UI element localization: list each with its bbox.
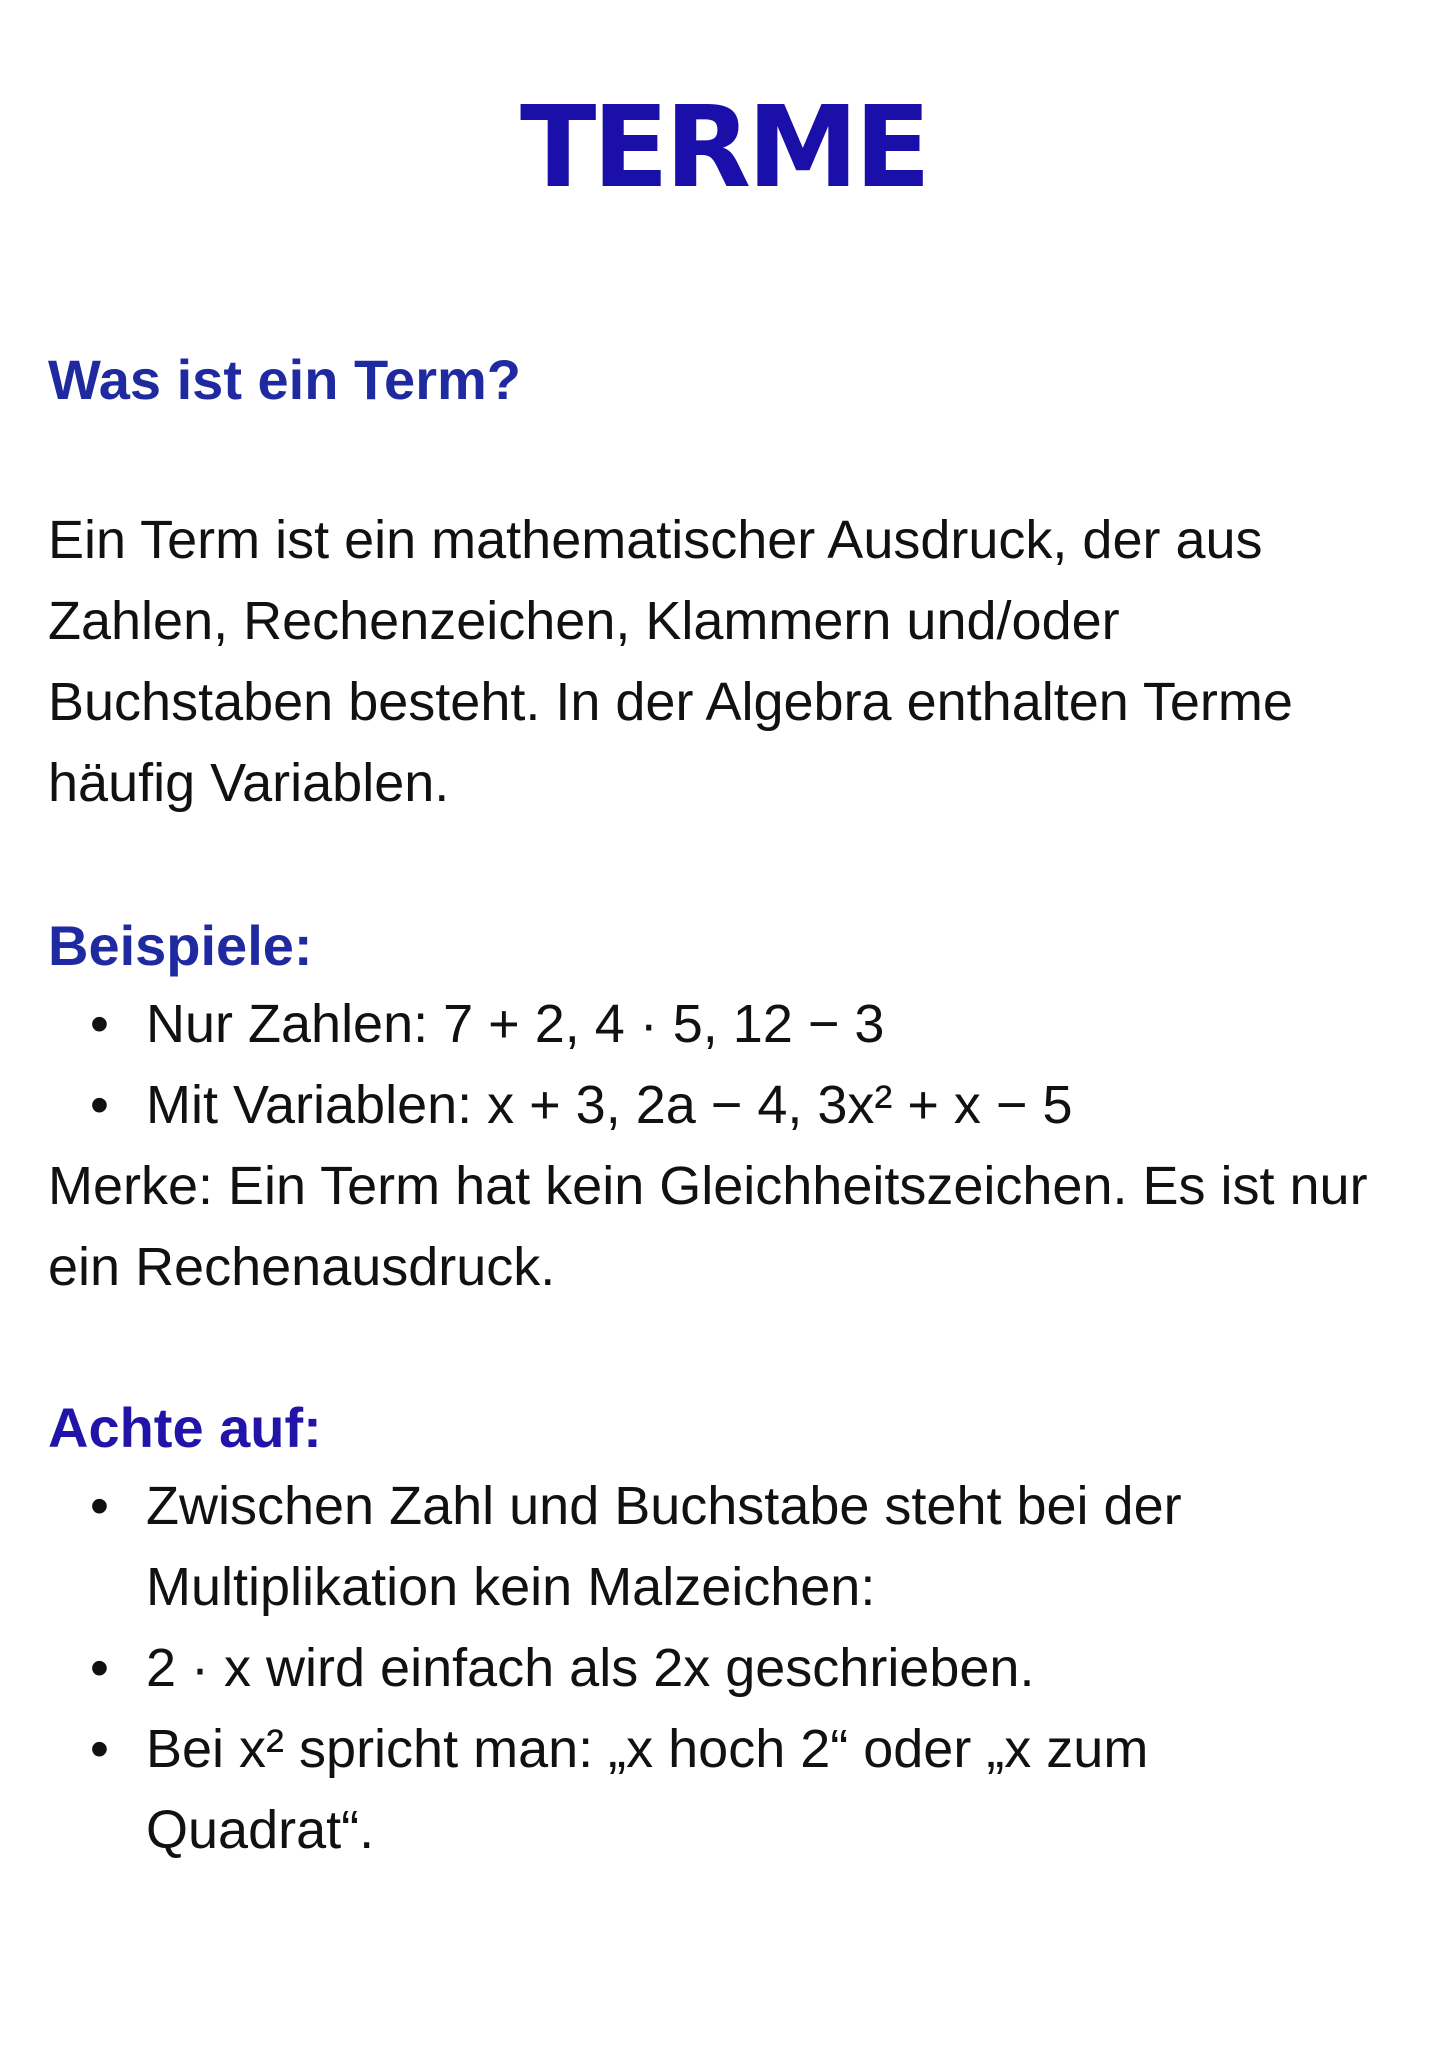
bullet-icon: •	[90, 1719, 109, 1779]
list-item	[48, 1628, 1388, 1709]
definition-paragraph: Ein Term ist ein mathematischer Ausdruck, der aus Zahlen, Rechenzeichen, Klammern und/oder Buchstaben besteht. In der Algebra enthalten Terme häufig Variablen.	[48, 510, 1293, 813]
bullet-icon: •	[90, 994, 109, 1054]
page-title: TERME	[519, 83, 928, 213]
list-item	[48, 984, 1388, 1065]
hint-2x-notation: 2 · x wird einfach als 2x geschrieben.	[146, 1638, 1035, 1698]
example-variables: Mit Variablen: x + 3, 2a − 4, 3x² + x − 5	[146, 1075, 1073, 1135]
list-item	[48, 1709, 1388, 1871]
heading-was-ist-ein-term: Was ist ein Term?	[48, 348, 521, 411]
heading-beispiele: Beispiele:	[48, 914, 313, 977]
examples-list	[48, 984, 1388, 1146]
hints-list	[48, 1466, 1388, 1871]
hint-x-squared-pronunciation: Bei x² spricht man: „x hoch 2“ oder „x zum Quadrat“.	[146, 1719, 1149, 1860]
bullet-icon: •	[90, 1075, 109, 1135]
example-numbers: Nur Zahlen: 7 + 2, 4 · 5, 12 − 3	[146, 994, 885, 1054]
merke-note: Merke: Ein Term hat kein Gleichheitszeichen. Es ist nur ein Rechenausdruck.	[48, 1156, 1368, 1297]
heading-achte-auf: Achte auf:	[48, 1396, 322, 1459]
list-item	[48, 1065, 1388, 1146]
bullet-icon: •	[90, 1638, 109, 1698]
list-item	[48, 1466, 1388, 1628]
bullet-icon: •	[90, 1476, 109, 1536]
hint-no-multiplication-sign: Zwischen Zahl und Buchstabe steht bei der Multiplikation kein Malzeichen:	[146, 1476, 1182, 1617]
